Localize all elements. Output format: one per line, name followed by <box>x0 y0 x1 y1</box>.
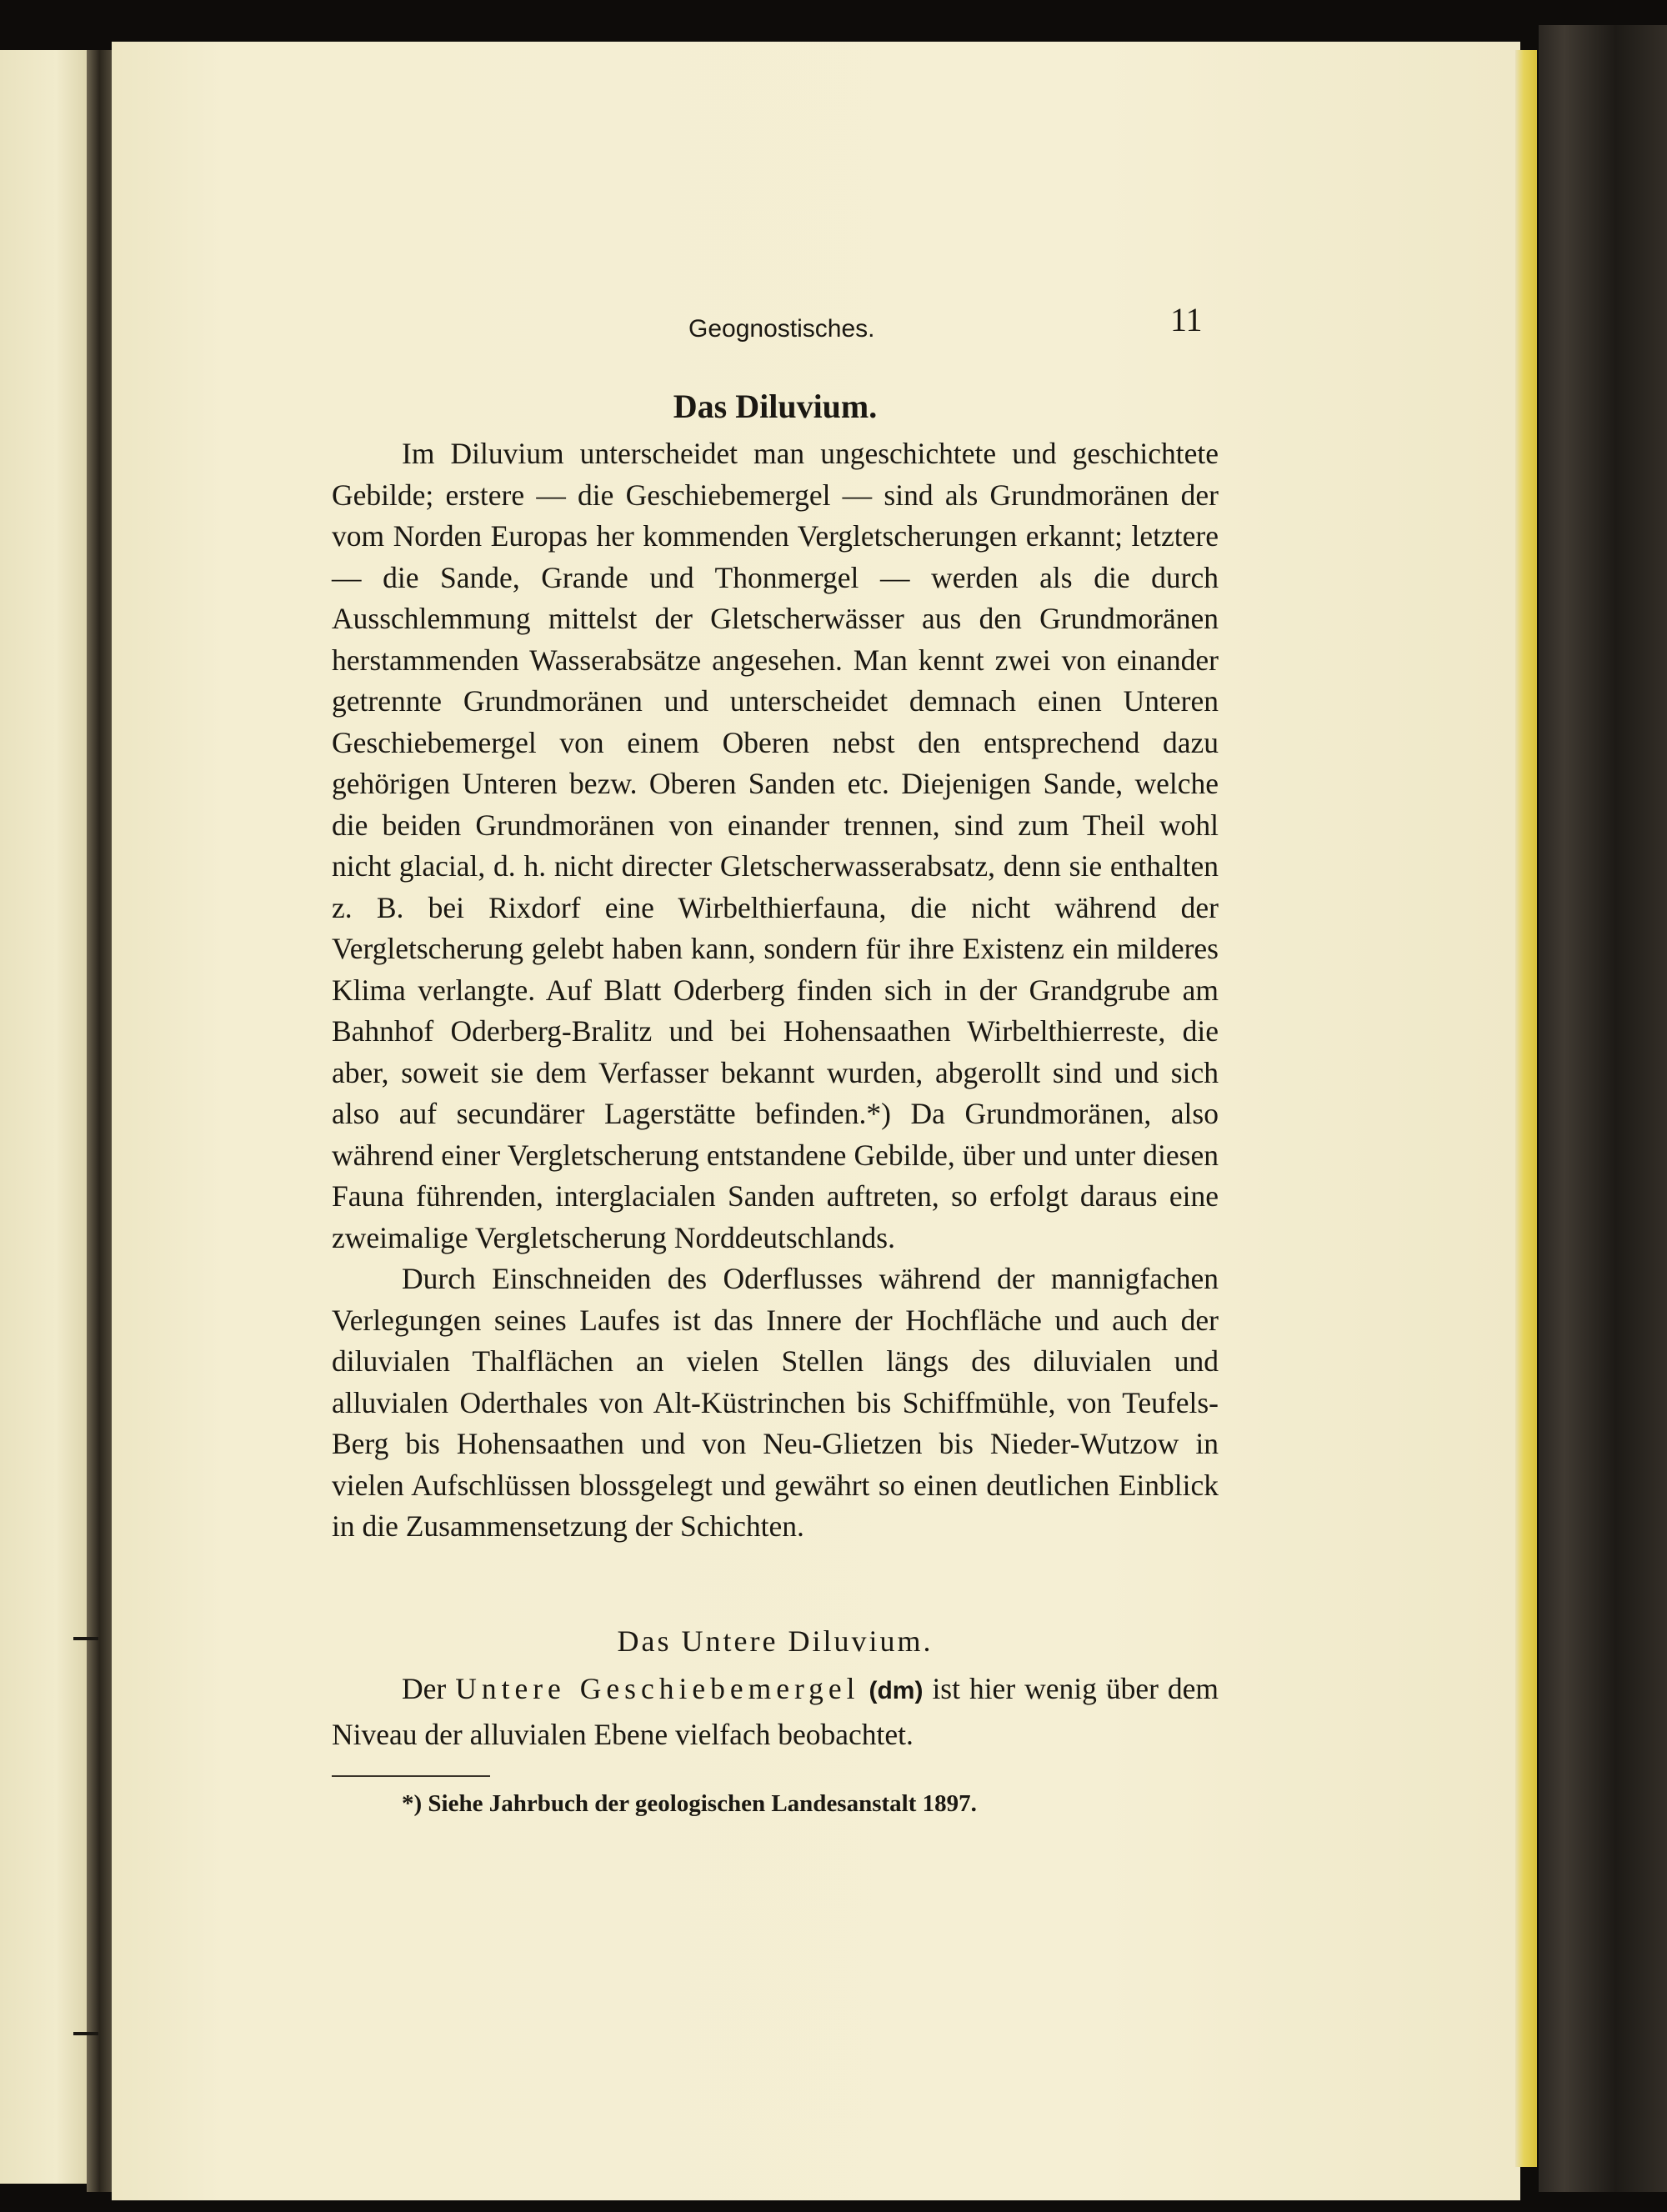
paragraph-2: Durch Einschneiden des Oderflusses während der mannigfachen Verlegungen seines Laufes ist das Innere der Hochfläche und auch der diluvialen Thalflächen an vielen Stellen längs des diluvialen und alluvialen Oderthales von Alt-Küstrinchen bis Schiffmühle, von Teufels-Berg bis Hohensaathen und von Neu-Glietzen bis Nieder-Wutzow in vielen Aufschlüssen blossgelegt und gewährt so einen deutlichen Einblick in die Zusammensetzung der Schichten. <box>332 1262 1219 1543</box>
gilt-page-edges <box>1515 50 1537 2167</box>
paragraph-1: Im Diluvium unterscheidet man ungeschichtete und geschichtete Gebilde; erstere — die Geschiebemergel — sind als Grundmoränen der vom Norden Europas her kommenden Vergletscherungen erkannt; letztere — die Sande, Grande und Thonmergel — werden als die durch Ausschlemmung mittelst der Gletscherwässer aus den Grundmoränen herstammenden Wasserabsätze angesehen. Man kennt zwei von einander getrennte Grundmoränen und unterscheidet demnach einen Unteren Geschiebemergel von einem Oberen nebst den entsprechend dazu gehörigen Unteren bezw. Oberen Sanden etc. Diejenigen Sande, welche die beiden Grundmoränen von einander trennen, sind zum Theil wohl nicht glacial, d. h. nicht directer Gletscherwasserabsatz, denn sie enthalten z. B. bei Rixdorf eine Wirbelthierfauna, die nicht während der Vergletscherung gelebt haben kann, sondern für ihre Existenz ein milderes Klima verlangte. Auf Blatt Oderberg finden sich in der Grandgrube am Bahnhof Oderberg-Bralitz und bei Hohensaathen Wirbelthierreste, die aber, soweit sie dem Verfasser bekannt wurden, abgerollt sind und sich also auf secundärer Lagerstätte befinden.*) Da Grundmoränen, also während einer Vergletscherung entstandene Gebilde, über und unter diesen Fauna führenden, interglacialen Sanden auftreten, so erfolgt daraus eine zweimalige Vergletscherung Norddeutschlands. <box>332 437 1219 1254</box>
page-number: 11 <box>1170 301 1203 338</box>
subsection-paragraph <box>332 1667 1219 1756</box>
binding-thread <box>73 2032 98 2035</box>
map-symbol: (dm) <box>869 1677 924 1704</box>
book-gutter <box>87 50 115 2192</box>
footnote: *) Siehe Jahrbuch der geologischen Landesanstalt 1897. <box>402 1790 977 1817</box>
body-text <box>332 433 1219 1548</box>
section-heading: Das Diluvium. <box>673 388 878 425</box>
running-head: Geognostisches. <box>688 315 875 343</box>
spaced-term: Untere Geschiebemergel <box>455 1672 860 1705</box>
sub-rest: ist hier wenig über dem Niveau der alluvialen Ebene vielfach beobachtet. <box>332 1672 1219 1751</box>
binding-thread <box>73 1637 98 1640</box>
book-cover <box>1539 25 1667 2192</box>
footnote-rule <box>332 1775 490 1777</box>
subsection-heading: Das Untere Diluvium. <box>617 1624 934 1658</box>
subsection-body <box>332 1667 1219 1756</box>
left-page-edge <box>0 50 93 2184</box>
sub-prefix: Der <box>402 1672 447 1705</box>
